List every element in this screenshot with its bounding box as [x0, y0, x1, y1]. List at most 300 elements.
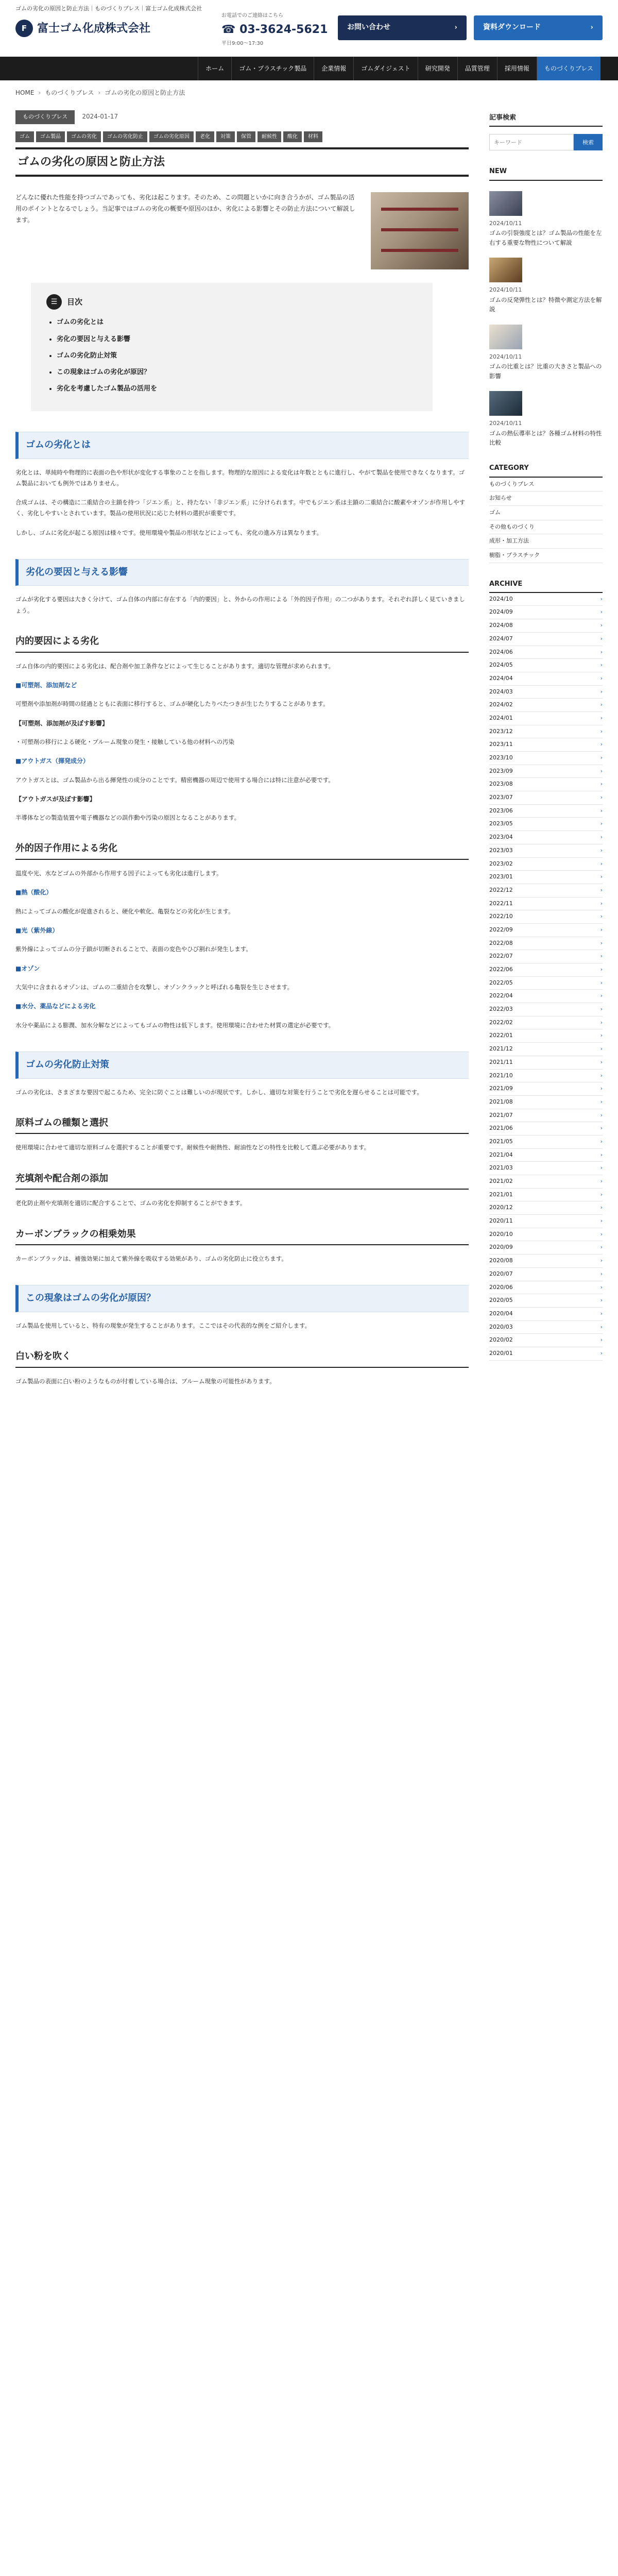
- archive-item[interactable]: [489, 1347, 603, 1361]
- archive-item[interactable]: [489, 950, 603, 963]
- archive-item-label: 2020/08: [489, 1257, 513, 1264]
- archive-item[interactable]: [489, 1056, 603, 1070]
- chevron-right-icon: ›: [600, 648, 603, 655]
- chevron-right-icon: ›: [600, 701, 603, 708]
- archive-item[interactable]: [489, 1189, 603, 1202]
- rack-shape: [381, 208, 458, 211]
- chevron-right-icon: ›: [600, 1336, 603, 1344]
- header-buttons: [338, 15, 603, 40]
- paragraph: ゴムの劣化は、さまざまな要因で起こるため、完全に防ぐことは難しいのが現状です。しかし、適切な対策を行うことで劣化を遅らせることは可能です。: [15, 1088, 423, 1096]
- archive-item-label: 2022/10: [489, 913, 513, 920]
- archive-item[interactable]: [489, 884, 603, 897]
- archive-item[interactable]: [489, 871, 603, 884]
- chevron-right-icon: ›: [600, 1045, 603, 1053]
- intro-block: [15, 192, 469, 269]
- paragraph: ゴム製品を使用していると、特有の現象が発生することがあります。ここではその代表的な例をご紹介します。: [15, 1321, 311, 1329]
- archive-item[interactable]: [489, 1136, 603, 1149]
- nav-item-products[interactable]: ゴム・プラスチック製品: [231, 57, 314, 80]
- chevron-right-icon: ›: [600, 834, 603, 841]
- new-post-date: 2024/10/11: [489, 286, 522, 294]
- subsection-heading: 充填剤や配合剤の添加: [15, 1171, 469, 1190]
- breadcrumb-separator-icon: ›: [98, 89, 101, 96]
- archive-item-label: 2021/10: [489, 1072, 513, 1079]
- chevron-right-icon: ›: [600, 688, 603, 695]
- archive-item[interactable]: [489, 1294, 603, 1308]
- nav-item-recruit[interactable]: 採用情報: [497, 57, 537, 80]
- chevron-right-icon: ›: [600, 1138, 603, 1145]
- toc-title: 目次: [67, 297, 83, 307]
- archive-item-label: 2023/02: [489, 860, 513, 867]
- new-post-item[interactable]: [489, 258, 603, 314]
- new-post-date: 2024/10/11: [489, 219, 522, 227]
- chevron-right-icon: ›: [600, 754, 603, 761]
- phone-label: お電話でのご連絡はこちら: [221, 13, 283, 19]
- archive-item[interactable]: [489, 1268, 603, 1281]
- new-post-item[interactable]: [489, 391, 603, 447]
- sidebar: [489, 105, 603, 1387]
- post-thumbnail: [489, 325, 522, 349]
- new-post-title: ゴムの比重とは？比重の大きさと製品への影響: [489, 363, 602, 380]
- archive-item-label: 2024/05: [489, 662, 513, 669]
- new-title: NEW: [489, 166, 603, 180]
- toc-item[interactable]: • ゴムの劣化防止対策: [57, 350, 417, 362]
- global-nav: [0, 57, 618, 80]
- chevron-right-icon: ›: [600, 873, 603, 880]
- archive-item-label: 2020/12: [489, 1204, 513, 1211]
- chevron-right-icon: ›: [600, 1257, 603, 1264]
- table-of-contents: [31, 283, 433, 411]
- archive-item-label: 2021/04: [489, 1151, 513, 1158]
- new-post-item[interactable]: [489, 325, 603, 381]
- search-title: 記事検索: [489, 112, 603, 127]
- chevron-right-icon: ›: [600, 966, 603, 973]
- new-post-item[interactable]: [489, 191, 603, 247]
- tag[interactable]: ゴムの劣化原因: [149, 131, 194, 142]
- chevron-right-icon: ›: [600, 635, 603, 642]
- chevron-right-icon: ›: [600, 1151, 603, 1158]
- chevron-right-icon: ›: [600, 1178, 603, 1185]
- paragraph: 水分や薬品による膨潤、加水分解などによってもゴムの物性は低下します。使用環境に合わせた材質の選定が必要です。: [15, 1021, 335, 1029]
- toc-header: [46, 294, 417, 310]
- chevron-right-icon: ›: [600, 1006, 603, 1013]
- archive-item[interactable]: [489, 686, 603, 699]
- archive-item-label: 2024/04: [489, 674, 513, 682]
- logo-text: 富士ゴム化成株式会社: [37, 22, 151, 35]
- post-category-badge[interactable]: ものづくりブレス: [15, 110, 75, 124]
- header-phone: [221, 11, 345, 48]
- category-item[interactable]: お知らせ: [489, 492, 603, 506]
- subsection-heading: 原料ゴムの種類と選択: [15, 1115, 469, 1134]
- chevron-right-icon: ›: [600, 1297, 603, 1304]
- breadcrumb-separator-icon: ›: [38, 89, 41, 96]
- breadcrumb: [0, 80, 618, 105]
- archive-item[interactable]: [489, 818, 603, 831]
- archive-item-label: 2023/09: [489, 767, 513, 774]
- archive-item[interactable]: [489, 831, 603, 844]
- archive-item-label: 2022/06: [489, 966, 513, 973]
- archive-item[interactable]: [489, 699, 603, 712]
- chevron-right-icon: ›: [600, 1098, 603, 1105]
- archive-item[interactable]: [489, 593, 603, 606]
- paragraph: 可塑剤や添加剤が時間の経過とともに表面に移行すると、ゴムが硬化したりべたつきが生じたりすることがあります。: [15, 700, 329, 708]
- archive-item-label: 2020/05: [489, 1297, 513, 1304]
- chevron-right-icon: ›: [600, 926, 603, 933]
- archive-item[interactable]: [489, 738, 603, 752]
- archive-item-label: 2023/01: [489, 873, 513, 880]
- archive-item-label: 2021/01: [489, 1191, 513, 1198]
- archive-item-label: 2024/01: [489, 714, 513, 721]
- archive-item-label: 2023/07: [489, 794, 513, 801]
- download-button[interactable]: [474, 15, 603, 40]
- chevron-right-icon: ›: [600, 1019, 603, 1026]
- chevron-right-icon: ›: [600, 727, 603, 735]
- sub-heading: ■熱（酸化）: [15, 889, 53, 896]
- breadcrumb-home[interactable]: HOME: [15, 89, 35, 96]
- archive-item[interactable]: [489, 672, 603, 686]
- archive-item-label: 2022/07: [489, 953, 513, 960]
- tag[interactable]: ゴム製品: [36, 131, 65, 142]
- archive-item[interactable]: [489, 977, 603, 990]
- chevron-right-icon: ›: [600, 1032, 603, 1039]
- paragraph: 温度や光、水などゴムの外部から作用する因子によっても劣化は進行します。: [15, 870, 222, 877]
- archive-item-label: 2021/02: [489, 1178, 513, 1185]
- nav-item-quality[interactable]: 品質管理: [457, 57, 497, 80]
- archive-item[interactable]: [489, 1308, 603, 1321]
- archive-item[interactable]: [489, 1003, 603, 1016]
- archive-item[interactable]: [489, 1043, 603, 1056]
- archive-item-label: 2020/07: [489, 1270, 513, 1277]
- breadcrumb-current: ゴムの劣化の原因と防止方法: [105, 89, 185, 96]
- archive-item[interactable]: [489, 1321, 603, 1334]
- section-heading: 劣化の要因と与える影響: [15, 559, 469, 586]
- subsection-heading: 白い粉を吹く: [15, 1349, 469, 1368]
- subsection-heading: カーボンブラックの相乗効果: [15, 1227, 469, 1246]
- archive-item-label: 2020/09: [489, 1244, 513, 1251]
- chevron-right-icon: ›: [600, 767, 603, 774]
- archive-item[interactable]: [489, 1082, 603, 1096]
- archive-item[interactable]: [489, 712, 603, 725]
- paragraph: 熱によってゴムの酸化が促進されると、硬化や軟化、亀裂などの劣化が生じます。: [15, 907, 234, 915]
- search-form: [489, 134, 603, 150]
- archive-item-label: 2021/08: [489, 1098, 513, 1105]
- sub-heading: ■水分、薬品などによる劣化: [15, 1003, 96, 1010]
- chevron-right-icon: ›: [600, 953, 603, 960]
- chevron-right-icon: ›: [600, 939, 603, 946]
- archive-item-label: 2024/08: [489, 622, 513, 629]
- archive-item-label: 2023/03: [489, 846, 513, 854]
- paragraph: ゴム自体の内的要因による劣化は、配合剤や加工条件などによって生じることがあります。適切な管理が求められます。: [15, 662, 335, 670]
- archive-item[interactable]: [489, 778, 603, 791]
- toc-item[interactable]: • ゴムの劣化とは: [57, 317, 417, 328]
- archive-item[interactable]: [489, 1149, 603, 1162]
- search-button[interactable]: 検索: [574, 134, 603, 150]
- post-thumbnail: [489, 391, 522, 416]
- paragraph: 大気中に含まれるオゾンは、ゴムの二重結合を攻撃し、オゾンクラックと呼ばれる亀裂を生じさせます。: [15, 984, 294, 991]
- category-item[interactable]: 成形・加工方法: [489, 534, 603, 549]
- category-item[interactable]: その他ものづくり: [489, 520, 603, 535]
- archive-item[interactable]: [489, 1241, 603, 1255]
- archive-item[interactable]: [489, 1096, 603, 1109]
- new-post-title: ゴムの熱伝導率とは？各種ゴム材料の特性比較: [489, 429, 602, 447]
- archive-item[interactable]: [489, 1228, 603, 1242]
- paragraph: ・可塑剤の移行による硬化・ブルーム現象の発生・接触している他の材料への汚染: [15, 738, 235, 745]
- archive-item-label: 2022/01: [489, 1032, 513, 1039]
- tag[interactable]: ゴムの劣化防止: [103, 131, 147, 142]
- archive-item-label: 2023/05: [489, 820, 513, 827]
- rack-shape: [381, 249, 458, 252]
- nav-item-home[interactable]: ホーム: [198, 57, 231, 80]
- archive-item-label: 2021/06: [489, 1125, 513, 1132]
- archive-item[interactable]: [489, 1070, 603, 1083]
- archive-item[interactable]: [489, 633, 603, 646]
- chevron-right-icon: ›: [600, 741, 603, 748]
- archive-item-label: 2020/10: [489, 1230, 513, 1238]
- chevron-right-icon: ›: [600, 1230, 603, 1238]
- archive-item[interactable]: [489, 725, 603, 739]
- chevron-right-icon: ›: [600, 1310, 603, 1317]
- paragraph: 合成ゴムは、その構造に二重結合の主鎖を持つ「ジエン系」と、持たない「非ジエン系」に分けられます。中でもジエン系は主鎖の二重結合に酸素やオゾンが作用しやすく、劣化しやすいとされています。製品の使用状況に応じた材料の選択が重要です。: [15, 499, 466, 517]
- archive-item-label: 2023/06: [489, 807, 513, 814]
- search-input[interactable]: [489, 134, 574, 150]
- archive-item-label: 2024/10: [489, 595, 513, 602]
- chevron-right-icon: ›: [600, 1323, 603, 1330]
- nav-item-company[interactable]: 企業情報: [314, 57, 353, 80]
- archive-item[interactable]: [489, 1029, 603, 1043]
- download-button-label: 資料ダウンロード: [483, 23, 541, 32]
- paragraph: 劣化とは、単純時や物理的に表面の色や形状が変化する事象のことを指します。物理的な原因による変化は年数とともに進行し、やがて製品を使用できなくなります。ゴム製品においても例外ではありません。: [15, 468, 465, 487]
- paragraph: 半導体などの製造装置や電子機器などの誤作動や汚染の原因となることがあります。: [15, 814, 241, 822]
- chevron-right-icon: ›: [600, 807, 603, 814]
- archive-item[interactable]: [489, 1201, 603, 1215]
- archive-item-label: 2023/12: [489, 727, 513, 735]
- chevron-right-icon: ›: [600, 1270, 603, 1277]
- subsection-heading: 内的要因による劣化: [15, 634, 469, 653]
- tag[interactable]: ゴム: [15, 131, 34, 142]
- archive-item[interactable]: [489, 1255, 603, 1268]
- tag-list: [15, 131, 469, 142]
- archive-item-label: 2022/02: [489, 1019, 513, 1026]
- nav-item-press[interactable]: ものづくりブレス: [537, 57, 600, 80]
- tag[interactable]: 対策: [216, 131, 235, 142]
- chevron-right-icon: ›: [600, 622, 603, 629]
- chevron-right-icon: ›: [600, 1283, 603, 1291]
- chevron-right-icon: ›: [600, 608, 603, 616]
- section-heading: ゴムの劣化とは: [15, 432, 469, 459]
- archive-item-label: 2023/08: [489, 781, 513, 788]
- tag[interactable]: 保管: [237, 131, 255, 142]
- archive-title: ARCHIVE: [489, 579, 603, 593]
- archive-item[interactable]: [489, 858, 603, 871]
- category-list: [489, 478, 603, 563]
- paragraph: ゴム製品の表面に白い粉のようなものが付着している場合は、ブルーム現象の可能性があります。: [15, 1377, 276, 1385]
- logo-mark-icon: F: [15, 20, 33, 37]
- archive-item-label: 2023/11: [489, 741, 513, 748]
- archive-list: [489, 593, 603, 1361]
- warehouse-image: [371, 192, 469, 269]
- archive-item[interactable]: [489, 1016, 603, 1030]
- archive-item-label: 2024/06: [489, 648, 513, 655]
- new-post-title: ゴムの引裂強度とは？ゴム製品の性能を左右する重要な物性について解説: [489, 229, 602, 246]
- phone-number-text: 03-3624-5621: [239, 23, 328, 36]
- chevron-right-icon: ›: [600, 714, 603, 721]
- chevron-right-icon: ›: [600, 781, 603, 788]
- paragraph: カーボンブラックは、補強効果に加えて紫外線を吸収する効果があり、ゴムの劣化防止に役立ちます。: [15, 1255, 287, 1263]
- archive-item-label: 2022/11: [489, 900, 513, 907]
- paragraph: 使用環境に合わせて適切な原料ゴムを選択することが重要です。耐候性や耐熱性、耐油性などの特性を比較して選ぶ必要があります。: [15, 1144, 370, 1151]
- archive-item[interactable]: [489, 1175, 603, 1189]
- archive-item[interactable]: [489, 990, 603, 1003]
- archive-item-label: 2024/09: [489, 608, 513, 616]
- archive-item-label: 2021/03: [489, 1164, 513, 1172]
- breadcrumb-category[interactable]: ものづくりブレス: [45, 89, 94, 96]
- archive-item-label: 2022/04: [489, 992, 513, 999]
- archive-item-label: 2024/02: [489, 701, 513, 708]
- paragraph: ゴムが劣化する要因は大きく分けて、ゴム自体の内部に存在する「内的要因」と、外からの作用による「外的因子作用」の二つがあります。それぞれ詳しく見ていきましょう。: [15, 596, 465, 614]
- tag[interactable]: 材料: [304, 131, 322, 142]
- chevron-right-icon: ›: [600, 1164, 603, 1172]
- paragraph: アウトガスとは、ゴム製品から出る揮発性の成分のことです。精密機器の周辺で使用する場合には特に注意が必要です。: [15, 776, 334, 784]
- subsection-heading: 外的因子作用による劣化: [15, 841, 469, 860]
- toc-list: [46, 317, 417, 394]
- contact-button[interactable]: [338, 15, 467, 40]
- sub-heading: 【アウトガスが及ぼす影響】: [15, 795, 96, 803]
- page-title: ゴムの劣化の原因と防止方法: [15, 147, 469, 177]
- archive-item-label: 2021/12: [489, 1045, 513, 1053]
- post-date: 2024-01-17: [82, 113, 118, 121]
- section-heading: ゴムの劣化防止対策: [15, 1052, 469, 1079]
- paragraph: しかし、ゴムに劣化が起こる原因は様々です。使用環境や製品の形状などによっても、劣化の進み方は異なります。: [15, 529, 323, 536]
- archive-item-label: 2020/11: [489, 1217, 513, 1225]
- sub-heading: ■光（紫外線）: [15, 926, 59, 934]
- site-header: [0, 0, 618, 57]
- archive-item[interactable]: [489, 963, 603, 977]
- archive-item[interactable]: [489, 619, 603, 633]
- sub-heading: ■アウトガス（揮発成分）: [15, 757, 89, 765]
- category-item[interactable]: ゴム: [489, 506, 603, 520]
- chevron-right-icon: ›: [600, 979, 603, 986]
- chevron-right-icon: ›: [600, 1191, 603, 1198]
- page-tagline: ゴムの劣化の原因と防止方法｜ものづくりブレス｜富士ゴム化成株式会社: [15, 5, 202, 12]
- tag[interactable]: 酸化: [283, 131, 302, 142]
- chevron-right-icon: ›: [600, 913, 603, 920]
- chevron-right-icon: ›: [600, 992, 603, 999]
- chevron-right-icon: ›: [590, 23, 593, 31]
- chevron-right-icon: ›: [600, 886, 603, 893]
- toc-item[interactable]: • この現象はゴムの劣化が原因？: [57, 367, 417, 378]
- post-thumbnail: [489, 258, 522, 282]
- category-title: CATEGORY: [489, 463, 603, 477]
- archive-item[interactable]: [489, 646, 603, 659]
- article: [15, 105, 469, 1387]
- new-post-date: 2024/10/11: [489, 419, 522, 427]
- archive-item[interactable]: [489, 924, 603, 937]
- archive-item-label: 2020/04: [489, 1310, 513, 1317]
- archive-item-label: 2022/05: [489, 979, 513, 986]
- section-heading: この現象はゴムの劣化が原因？: [15, 1285, 469, 1312]
- phone-number[interactable]: ☎ 03-3624-5621: [221, 23, 328, 36]
- archive-item-label: 2021/11: [489, 1058, 513, 1065]
- archive-item-label: 2021/05: [489, 1138, 513, 1145]
- archive-item[interactable]: [489, 937, 603, 951]
- rack-shape: [381, 228, 458, 231]
- chevron-right-icon: ›: [600, 794, 603, 801]
- chevron-right-icon: ›: [600, 662, 603, 669]
- archive-item-label: 2024/03: [489, 688, 513, 695]
- archive-item[interactable]: [489, 910, 603, 924]
- tag[interactable]: 耐候性: [258, 131, 281, 142]
- new-post-date: 2024/10/11: [489, 353, 522, 360]
- archive-item[interactable]: [489, 1109, 603, 1123]
- tag[interactable]: ゴムの劣化: [67, 131, 101, 142]
- archive-item-label: 2023/04: [489, 834, 513, 841]
- archive-item[interactable]: [489, 1215, 603, 1228]
- post-thumbnail: [489, 191, 522, 216]
- archive-item-label: 2023/10: [489, 754, 513, 761]
- chevron-right-icon: ›: [600, 1072, 603, 1079]
- content-layout: [0, 105, 618, 1387]
- archive-item[interactable]: [489, 659, 603, 672]
- archive-item-label: 2022/03: [489, 1006, 513, 1013]
- chevron-right-icon: ›: [600, 820, 603, 827]
- archive-item[interactable]: [489, 1162, 603, 1175]
- toc-item[interactable]: • 劣化を考慮したゴム製品の活用を: [57, 383, 417, 395]
- chevron-right-icon: ›: [600, 846, 603, 854]
- chevron-right-icon: ›: [454, 23, 457, 31]
- archive-item[interactable]: [489, 1122, 603, 1136]
- archive-item[interactable]: [489, 897, 603, 911]
- archive-item-label: 2022/08: [489, 939, 513, 946]
- archive-item[interactable]: [489, 1281, 603, 1295]
- archive-item[interactable]: [489, 752, 603, 765]
- chevron-right-icon: ›: [600, 1111, 603, 1118]
- chevron-right-icon: ›: [600, 900, 603, 907]
- tag[interactable]: 老化: [196, 131, 214, 142]
- chevron-right-icon: ›: [600, 1058, 603, 1065]
- archive-item[interactable]: [489, 765, 603, 778]
- archive-item[interactable]: [489, 844, 603, 858]
- contact-button-label: お問い合わせ: [347, 23, 390, 32]
- archive-item[interactable]: [489, 606, 603, 619]
- sub-heading: 【可塑剤、添加剤が及ぼす影響】: [15, 719, 109, 727]
- category-item[interactable]: ものづくりブレス: [489, 478, 603, 492]
- paragraph: 老化防止剤や充填剤を適切に配合することで、ゴムの劣化を抑制することができます。: [15, 1199, 246, 1207]
- phone-hours: 平日9:00〜17:30: [221, 41, 264, 47]
- chevron-right-icon: ›: [600, 1217, 603, 1225]
- chevron-right-icon: ›: [600, 1349, 603, 1357]
- archive-item[interactable]: [489, 791, 603, 805]
- archive-item-label: 2020/06: [489, 1283, 513, 1291]
- new-post-title: ゴムの反発弾性とは？特徴や測定方法を解説: [489, 296, 602, 313]
- nav-item-rd[interactable]: 研究開発: [418, 57, 457, 80]
- category-item[interactable]: 樹脂・プラスチック: [489, 549, 603, 563]
- chevron-right-icon: ›: [600, 674, 603, 682]
- nav-item-digest[interactable]: ゴムダイジェスト: [353, 57, 418, 80]
- sub-heading: ■可塑剤、添加剤など: [15, 681, 77, 689]
- chevron-right-icon: ›: [600, 1244, 603, 1251]
- archive-item-label: 2022/12: [489, 886, 513, 893]
- toc-item[interactable]: • 劣化の要因と与える影響: [57, 334, 417, 345]
- archive-item-label: 2020/02: [489, 1336, 513, 1344]
- archive-item-label: 2020/03: [489, 1323, 513, 1330]
- archive-item-label: 2020/01: [489, 1349, 513, 1357]
- paragraph: 紫外線によってゴムの分子鎖が切断されることで、表面の変色やひび割れが発生します。: [15, 945, 252, 953]
- archive-item[interactable]: [489, 805, 603, 818]
- list-icon: ☰: [46, 294, 62, 310]
- chevron-right-icon: ›: [600, 1204, 603, 1211]
- intro-text: どんなに優れた性能を持つゴムであっても、劣化は起こります。そのため、この問題といかに向き合うかが、ゴム製品の活用のポイントとなるでしょう。当記事ではゴムの劣化の概要や原因のほか、劣化による影響とその防止方法について解説します。: [15, 194, 355, 224]
- chevron-right-icon: ›: [600, 1125, 603, 1132]
- archive-item[interactable]: [489, 1334, 603, 1347]
